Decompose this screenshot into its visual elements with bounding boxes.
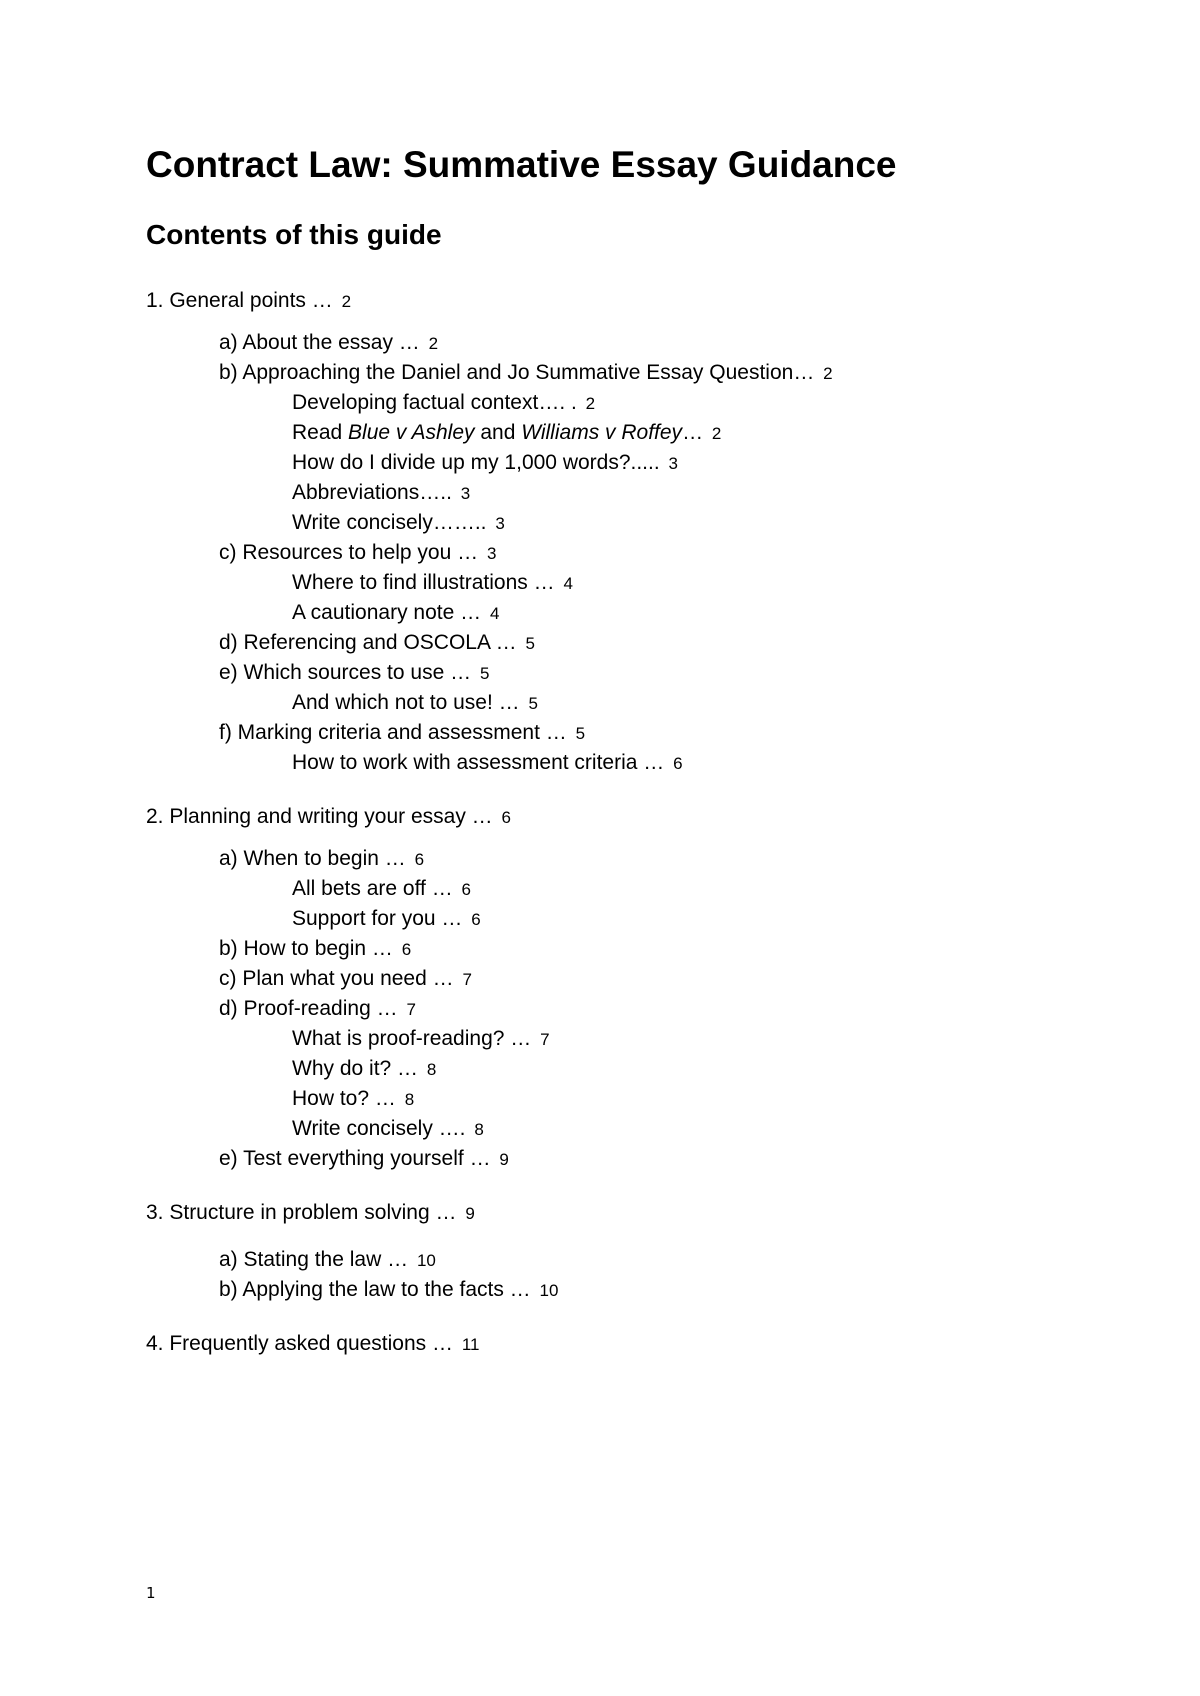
toc-entry-approaching-question[interactable] [219, 360, 833, 387]
toc-entry-write-concisely-2[interactable] [292, 1116, 484, 1143]
toc-page-number: 6 [501, 808, 511, 827]
toc-label: e) Which sources to use … [219, 661, 472, 684]
page-title: Contract Law: Summative Essay Guidance [146, 144, 897, 185]
toc-page-number: 5 [528, 694, 538, 713]
toc-page-number: 6 [673, 754, 683, 773]
toc-label: 3. Structure in problem solving … [146, 1201, 457, 1224]
toc-entry-structure-problem-solving[interactable] [146, 1200, 475, 1227]
toc-label: All bets are off … [292, 877, 453, 900]
toc-entry-about-the-essay[interactable] [219, 330, 438, 357]
toc-page-number: 2 [585, 394, 596, 413]
toc-page-number: 10 [539, 1281, 559, 1300]
toc-page-number: 10 [416, 1251, 436, 1270]
toc-label: Abbreviations….. [292, 481, 452, 504]
toc-label: d) Referencing and OSCOLA … [219, 631, 517, 654]
toc-label: a) About the essay … [219, 331, 420, 354]
toc-entry-illustrations[interactable] [292, 570, 573, 597]
toc-page-number: 5 [479, 664, 490, 683]
toc-entry-write-concisely[interactable] [292, 510, 505, 537]
toc-label: a) Stating the law … [219, 1248, 409, 1271]
toc-label: b) How to begin … [219, 937, 393, 960]
toc-label: What is proof-reading? … [292, 1027, 532, 1050]
toc-page-number: 6 [414, 850, 425, 869]
toc-page-number: 3 [486, 544, 497, 563]
case-name-blue-v-ashley: Blue v Ashley [348, 421, 475, 444]
toc-page-number: 4 [563, 574, 573, 593]
toc-entry-applying-the-law[interactable] [219, 1277, 558, 1304]
toc-page-number: 4 [489, 604, 500, 623]
toc-entry-when-to-begin[interactable] [219, 846, 424, 873]
toc-label: Developing factual context…. . [292, 391, 577, 414]
toc-entry-general-points[interactable] [146, 288, 351, 315]
toc-page-number: 8 [404, 1090, 415, 1109]
toc-page-number: 3 [460, 484, 471, 503]
toc-entry-test-everything[interactable] [219, 1146, 509, 1173]
toc-label: How to work with assessment criteria … [292, 751, 665, 774]
toc-page-number: 7 [462, 970, 472, 989]
toc-page-number: 2 [341, 292, 352, 311]
toc-page-number: 8 [474, 1120, 484, 1139]
toc-label: 2. Planning and writing your essay … [146, 805, 493, 828]
toc-page-number: 5 [525, 634, 535, 653]
case-name-williams-v-roffey: Williams v Roffey [521, 421, 683, 444]
toc-page-number: 3 [495, 514, 505, 533]
toc-page-number: 6 [471, 910, 481, 929]
toc-label: b) Approaching the Daniel and Jo Summative Essay Question… [219, 361, 815, 384]
toc-label: And which not to use! … [292, 691, 520, 714]
toc-entry-planning-writing[interactable] [146, 804, 511, 831]
toc-entry-what-is-proof-reading[interactable] [292, 1026, 550, 1053]
toc-page-number: 8 [426, 1060, 437, 1079]
toc-label: 1. General points … [146, 289, 333, 312]
toc-entry-plan-what-you-need[interactable] [219, 966, 472, 993]
toc-page-number: 11 [461, 1335, 480, 1354]
toc-page-number: 6 [401, 940, 412, 959]
toc-page-number: 2 [711, 424, 722, 443]
toc-page-number: 9 [499, 1150, 509, 1169]
toc-entry-developing-factual-context[interactable] [292, 390, 595, 417]
toc-label: A cautionary note … [292, 601, 482, 624]
toc-entry-referencing-oscola[interactable] [219, 630, 535, 657]
toc-label: b) Applying the law to the facts … [219, 1278, 531, 1301]
toc-entry-stating-the-law[interactable] [219, 1247, 436, 1274]
toc-label: c) Resources to help you … [219, 541, 479, 564]
toc-label: d) Proof-reading … [219, 997, 398, 1020]
toc-entry-resources[interactable] [219, 540, 496, 567]
toc-label: c) Plan what you need … [219, 967, 454, 990]
toc-entry-which-sources[interactable] [219, 660, 489, 687]
toc-page-number: 2 [823, 364, 833, 383]
toc-label: Write concisely…….. [292, 511, 487, 534]
toc-label: Write concisely …. [292, 1117, 466, 1140]
toc-entry-which-not[interactable] [292, 690, 538, 717]
toc-page-number: 3 [668, 454, 678, 473]
toc-entry-read-cases[interactable] [292, 420, 721, 447]
toc-label: Support for you … [292, 907, 463, 930]
toc-page-number: 6 [461, 880, 472, 899]
toc-entry-all-bets-off[interactable] [292, 876, 471, 903]
toc-label: 4. Frequently asked questions … [146, 1332, 454, 1355]
toc-entry-abbreviations[interactable] [292, 480, 470, 507]
toc-label: Why do it? … [292, 1057, 419, 1080]
toc-page-number: 9 [465, 1204, 475, 1223]
toc-page-number: 7 [540, 1030, 550, 1049]
toc-entry-how-to[interactable] [292, 1086, 414, 1113]
toc-label-mid: and [474, 421, 522, 444]
toc-label-pre: Read [292, 421, 349, 444]
toc-label: a) When to begin … [219, 847, 406, 870]
toc-label-post: … [682, 421, 704, 444]
page-number: 1 [146, 1584, 156, 1602]
toc-entry-why-do-it[interactable] [292, 1056, 436, 1083]
toc-entry-assessment-criteria[interactable] [292, 750, 683, 777]
toc-entry-how-to-begin[interactable] [219, 936, 411, 963]
toc-entry-proof-reading[interactable] [219, 996, 416, 1023]
toc-entry-faq[interactable] [146, 1331, 480, 1358]
toc-entry-marking-criteria[interactable] [219, 720, 585, 747]
toc-entry-divide-words[interactable] [292, 450, 678, 477]
toc-label: How to? … [292, 1087, 396, 1110]
toc-entry-cautionary-note[interactable] [292, 600, 499, 627]
toc-page-number: 7 [406, 1000, 416, 1019]
toc-label: e) Test everything yourself … [219, 1147, 491, 1170]
toc-page-number: 5 [575, 724, 586, 743]
toc-label: How do I divide up my 1,000 words?..... [292, 451, 660, 474]
toc-page-number: 2 [428, 334, 439, 353]
contents-heading: Contents of this guide [146, 219, 442, 250]
toc-label: Where to find illustrations … [292, 571, 555, 594]
toc-label: f) Marking criteria and assessment … [219, 721, 567, 744]
toc-entry-support[interactable] [292, 906, 481, 933]
